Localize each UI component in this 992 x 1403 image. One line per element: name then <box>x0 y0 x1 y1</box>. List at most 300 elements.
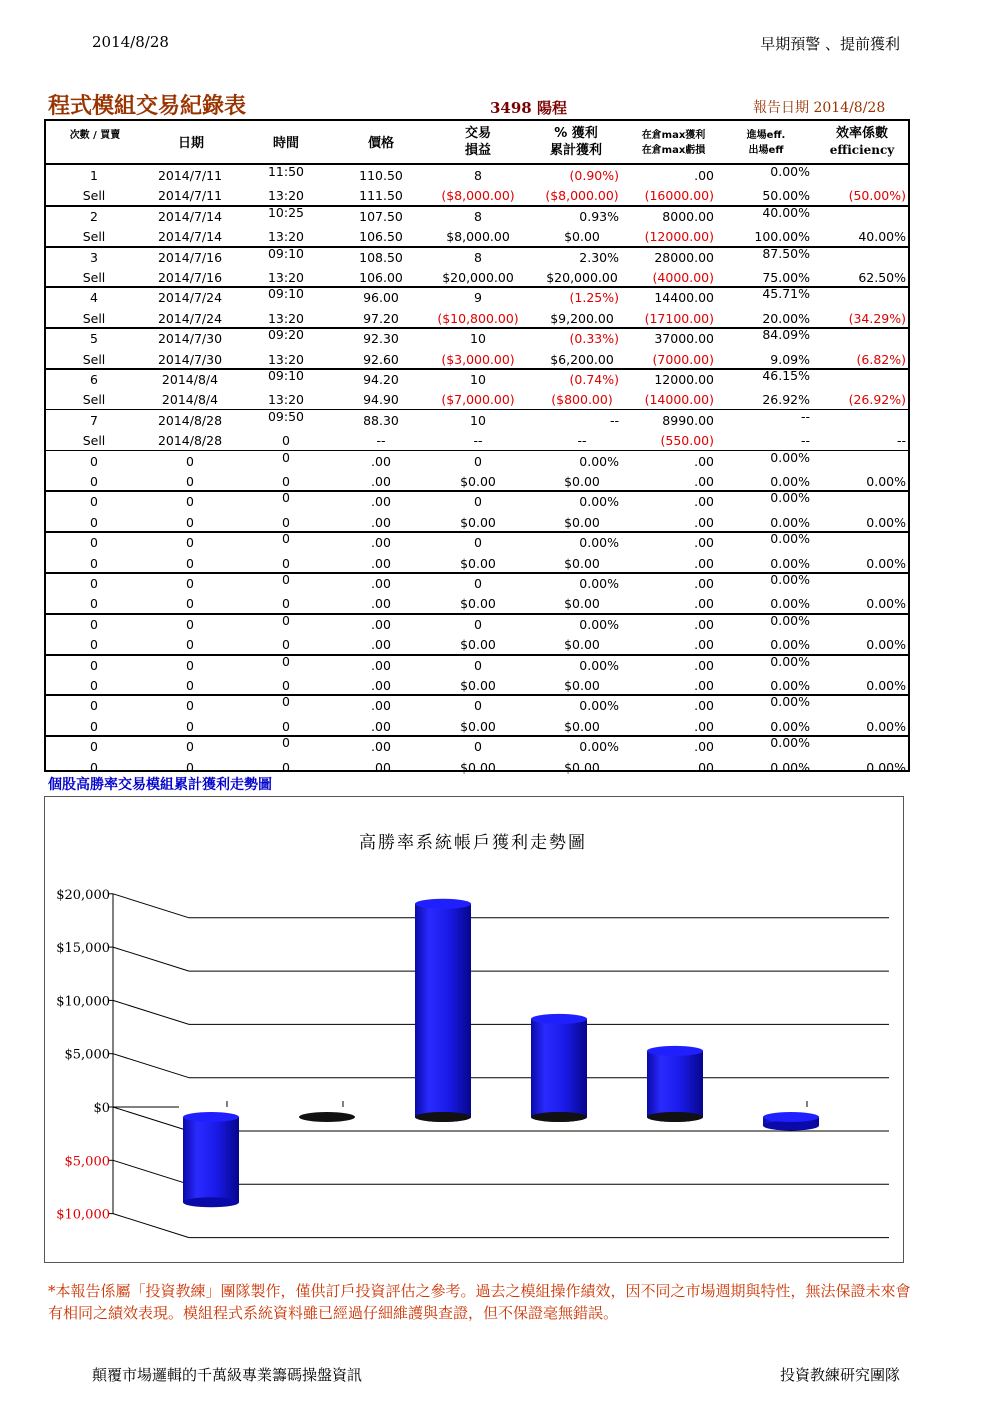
cell-time: 0 <box>282 637 290 653</box>
cell-date: 2014/7/24 <box>157 310 223 326</box>
cell-date: 0 <box>186 718 194 734</box>
cell-time: 09:10 <box>267 286 305 302</box>
cell-time: 13:20 <box>267 351 305 367</box>
cell-time: 0 <box>282 735 290 751</box>
table-row <box>46 308 908 328</box>
cell-no: Sell <box>82 270 106 285</box>
cell-pct-profit: (0.74%) <box>569 372 619 387</box>
cell-max-pl: 12000.00 <box>654 372 714 387</box>
cell-max-pl: .00 <box>694 759 714 775</box>
cell-eff: 87.50% <box>762 245 810 261</box>
cell-max-pl: (550.00) <box>660 433 714 449</box>
cell-price: -- <box>376 433 386 449</box>
cell-time: 0 <box>282 653 290 669</box>
chart-bars <box>183 899 819 1207</box>
cell-trade-pl: $0.00 <box>460 514 496 530</box>
cell-pct-profit: $0.00 <box>564 474 600 489</box>
cell-time: 0 <box>282 474 290 489</box>
cell-pct-profit: 0.00% <box>579 616 619 632</box>
cell-max-pl: 8990.00 <box>662 412 714 428</box>
cell-pct-profit: $6,200.00 <box>550 351 614 367</box>
cell-trade-pl: 0 <box>474 453 482 469</box>
cell-eff: 0.00% <box>770 596 810 612</box>
cell-price: 106.50 <box>359 229 403 245</box>
table-row <box>46 634 908 654</box>
cell-price: .00 <box>371 678 391 693</box>
cell-efficiency: 40.00% <box>858 229 906 245</box>
cell-date: 2014/7/16 <box>157 249 223 265</box>
cell-eff: 0.00% <box>770 164 810 179</box>
table-row <box>46 532 908 552</box>
table-row <box>46 369 908 389</box>
cell-max-pl: .00 <box>694 168 714 183</box>
cell-max-pl: 37000.00 <box>654 331 714 347</box>
cell-efficiency: (6.82%) <box>856 351 906 367</box>
cell-no: 0 <box>90 514 98 530</box>
cell-no: Sell <box>82 310 106 326</box>
cell-trade-pl: 10 <box>470 372 486 387</box>
cell-no: 3 <box>90 249 98 265</box>
table-row <box>46 695 908 715</box>
cell-eff: 0.00% <box>770 718 810 734</box>
cell-eff: -- <box>800 433 810 449</box>
footer-right: 投資教練研究團隊 <box>779 1366 900 1384</box>
header-efficiency-line2: efficiency <box>829 143 895 157</box>
y-tick-label: $10,000 <box>56 994 110 1010</box>
cell-price: .00 <box>371 637 391 653</box>
cell-time: 13:20 <box>267 392 305 408</box>
cell-trade-pl: 0 <box>474 657 482 673</box>
header-eff <box>734 128 798 158</box>
cell-price: 110.50 <box>359 168 403 183</box>
cell-time: 10:25 <box>267 204 305 220</box>
disclaimer: *本報告係屬「投資教練」團隊製作，僅供訂戶投資評估之參考。過去之模組操作績效，因不同之市場週期與特性，無法保證未來會有相同之績效表現。模組程式系統資料雖已經過仔細維護與查證，但不保證毫無錯誤。 <box>48 1282 911 1322</box>
cell-max-pl: (16000.00) <box>644 188 714 204</box>
cell-eff: 75.00% <box>762 270 810 285</box>
cell-pct-profit: (1.25%) <box>569 290 619 306</box>
cell-no: Sell <box>82 351 106 367</box>
cell-date: 0 <box>186 698 194 714</box>
cell-date: 0 <box>186 494 194 510</box>
cell-price: 108.50 <box>359 249 403 265</box>
cell-max-pl: .00 <box>694 698 714 714</box>
cell-no: 6 <box>90 372 98 387</box>
cell-trade-pl: $0.00 <box>460 678 496 693</box>
cell-efficiency: (34.29%) <box>848 310 906 326</box>
cell-date: 2014/7/30 <box>157 351 223 367</box>
cell-max-pl: .00 <box>694 616 714 632</box>
gridline-diagonal <box>113 947 189 971</box>
header-pct-line2: 累計獲利 <box>549 143 602 158</box>
cell-eff: 46.15% <box>762 368 810 383</box>
bar-top-cap <box>415 899 471 909</box>
chart-caption: 個股高勝率交易模組累計獲利走勢圖 <box>48 777 272 793</box>
cell-efficiency: (26.92%) <box>848 392 906 408</box>
cell-eff: 20.00% <box>762 310 810 326</box>
cell-time: 13:20 <box>267 229 305 245</box>
profit-chart <box>45 797 903 1262</box>
cell-trade-pl: $0.00 <box>460 718 496 734</box>
cell-trade-pl: 10 <box>470 331 486 347</box>
bar-top-cap <box>647 1046 703 1056</box>
cell-efficiency: 0.00% <box>866 596 906 612</box>
cell-date: 2014/7/11 <box>157 188 223 204</box>
page-title: 程式模組交易紀錄表 <box>48 93 247 119</box>
cell-trade-pl: 9 <box>474 290 482 306</box>
cell-eff: 26.92% <box>762 392 810 408</box>
header-date-col: 日期 <box>177 136 204 151</box>
cell-pct-profit: ($800.00) <box>551 392 613 408</box>
cell-efficiency: 0.00% <box>866 678 906 693</box>
cell-max-pl: 28000.00 <box>654 249 714 265</box>
table-row <box>46 430 908 450</box>
cell-trade-pl: 0 <box>474 576 482 591</box>
cell-eff: 50.00% <box>762 188 810 204</box>
cell-time: 09:10 <box>267 368 305 383</box>
cell-trade-pl: $0.00 <box>460 596 496 612</box>
cell-efficiency: -- <box>896 433 906 449</box>
cell-trade-pl: 10 <box>470 412 486 428</box>
cell-no: 0 <box>90 657 98 673</box>
cell-pct-profit: 0.00% <box>579 535 619 551</box>
header-max-line1: 在倉max獲利 <box>641 130 706 141</box>
cell-time: 0 <box>282 531 290 547</box>
bar-2 <box>299 1112 355 1122</box>
table-row <box>46 185 908 205</box>
cell-no: 1 <box>90 168 98 183</box>
cell-max-pl: (12000.00) <box>644 229 714 245</box>
cell-time: 0 <box>282 555 290 571</box>
header-eff-line1: 進場eff. <box>746 130 786 141</box>
cell-no: 0 <box>90 474 98 489</box>
cell-price: 94.20 <box>363 372 399 387</box>
cell-time: 0 <box>282 490 290 506</box>
cell-max-pl: .00 <box>694 739 714 755</box>
cell-trade-pl: $0.00 <box>460 555 496 571</box>
cell-max-pl: .00 <box>694 718 714 734</box>
cell-pct-profit: -- <box>609 412 619 428</box>
table-row <box>46 675 908 695</box>
cell-date: 0 <box>186 474 194 489</box>
cell-no: Sell <box>82 392 106 408</box>
cell-time: 0 <box>282 718 290 734</box>
cell-no: 4 <box>90 290 98 306</box>
bar-top-cap <box>531 1014 587 1024</box>
table-row <box>46 471 908 491</box>
cell-price: .00 <box>371 514 391 530</box>
cell-no: 0 <box>90 535 98 551</box>
header-pct <box>531 125 621 159</box>
cell-date: 2014/8/4 <box>161 372 219 387</box>
cell-no: Sell <box>82 433 106 449</box>
cell-price: .00 <box>371 616 391 632</box>
cell-date: 0 <box>186 453 194 469</box>
cell-date: 2014/7/30 <box>157 331 223 347</box>
cell-time: 13:20 <box>267 188 305 204</box>
y-tick-label: $10,000 <box>56 1207 110 1223</box>
cell-max-pl: .00 <box>694 514 714 530</box>
cell-no: Sell <box>82 188 106 204</box>
cell-time: 13:20 <box>267 310 305 326</box>
trade-table <box>44 119 910 775</box>
cell-price: .00 <box>371 596 391 612</box>
cell-trade-pl: 8 <box>474 168 482 183</box>
cell-price: .00 <box>371 555 391 571</box>
cell-pct-profit: 0.00% <box>579 494 619 510</box>
cell-time: 0 <box>282 678 290 693</box>
cell-max-pl: .00 <box>694 596 714 612</box>
cell-time: 0 <box>282 433 290 449</box>
cell-price: 97.20 <box>363 310 399 326</box>
cell-price: .00 <box>371 739 391 755</box>
cell-eff: 0.00% <box>770 694 810 710</box>
cell-eff: 0.00% <box>770 759 810 775</box>
cell-date: 0 <box>186 616 194 632</box>
cell-date: 0 <box>186 555 194 571</box>
cell-efficiency: 0.00% <box>866 555 906 571</box>
cell-time: 09:10 <box>267 245 305 261</box>
cell-price: .00 <box>371 698 391 714</box>
cell-trade-pl: 8 <box>474 249 482 265</box>
header-efficiency <box>818 125 906 159</box>
cell-eff: 0.00% <box>770 612 810 628</box>
bar-body <box>647 1051 703 1117</box>
cell-eff: 0.00% <box>770 531 810 547</box>
cell-no: 0 <box>90 678 98 693</box>
table-row <box>46 267 908 287</box>
cell-eff: -- <box>800 408 810 424</box>
cell-price: 92.60 <box>363 351 399 367</box>
y-tick-label: $5,000 <box>64 1154 110 1170</box>
cell-efficiency: 0.00% <box>866 718 906 734</box>
cell-trade-pl: 0 <box>474 494 482 510</box>
cell-pct-profit: 0.00% <box>579 453 619 469</box>
header-pct-line1: % 獲利 <box>554 126 598 141</box>
table-row <box>46 349 908 369</box>
chart-grid <box>56 888 889 1238</box>
bar-1 <box>183 1112 239 1207</box>
cell-price: .00 <box>371 494 391 510</box>
cell-price: .00 <box>371 535 391 551</box>
cell-time: 0 <box>282 449 290 465</box>
bar-top-cap <box>183 1112 239 1122</box>
chart-container <box>44 796 904 1263</box>
cell-pct-profit: 0.00% <box>579 739 619 755</box>
table-row <box>46 247 908 267</box>
bar-body <box>531 1019 587 1117</box>
cell-pct-profit: $0.00 <box>564 759 600 775</box>
header-price: 價格 <box>367 136 394 151</box>
bar-6 <box>763 1112 819 1131</box>
cell-date: 0 <box>186 535 194 551</box>
cell-date: 2014/7/14 <box>157 229 223 245</box>
cell-no: 0 <box>90 494 98 510</box>
cell-pct-profit: 2.30% <box>579 249 619 265</box>
table-row <box>46 716 908 736</box>
bar-4 <box>531 1014 587 1122</box>
cell-date: 0 <box>186 759 194 775</box>
cell-price: 107.50 <box>359 208 403 224</box>
header-time: 時間 <box>272 136 299 151</box>
cell-price: .00 <box>371 453 391 469</box>
cell-no: 0 <box>90 555 98 571</box>
cell-max-pl: (14000.00) <box>644 392 714 408</box>
cell-no: 0 <box>90 453 98 469</box>
cell-price: .00 <box>371 718 391 734</box>
cell-trade-pl: $8,000.00 <box>446 229 510 245</box>
y-tick-label: $15,000 <box>56 941 110 957</box>
cell-no: 0 <box>90 576 98 591</box>
cell-eff: 40.00% <box>762 204 810 220</box>
cell-trade-pl: $20,000.00 <box>442 270 514 285</box>
header-date: 2014/8/28 <box>92 33 169 51</box>
cell-time: 0 <box>282 514 290 530</box>
cell-max-pl: .00 <box>694 555 714 571</box>
header-no: 次數 / 買賣 <box>69 130 121 141</box>
table-row <box>46 614 908 634</box>
cell-trade-pl: 0 <box>474 616 482 632</box>
gridline-diagonal <box>113 1214 189 1238</box>
cell-no: 0 <box>90 637 98 653</box>
cell-trade-pl: ($10,800.00) <box>437 310 519 326</box>
cell-trade-pl: -- <box>473 433 483 449</box>
cell-eff: 0.00% <box>770 637 810 653</box>
cell-eff: 84.09% <box>762 327 810 343</box>
cell-date: 0 <box>186 739 194 755</box>
gridline-diagonal <box>113 1054 189 1078</box>
cell-pct-profit: 0.00% <box>579 657 619 673</box>
cell-trade-pl: 0 <box>474 698 482 714</box>
cell-trade-pl: $0.00 <box>460 637 496 653</box>
header-max <box>631 128 716 158</box>
cell-max-pl: .00 <box>694 453 714 469</box>
cell-date: 2014/7/14 <box>157 208 223 224</box>
cell-eff: 0.00% <box>770 449 810 465</box>
cell-pct-profit: -- <box>577 433 587 449</box>
table-row <box>46 512 908 532</box>
cell-no: 0 <box>90 616 98 632</box>
cell-trade-pl: ($3,000.00) <box>441 351 515 367</box>
table-row <box>46 328 908 348</box>
cell-date: 2014/7/11 <box>157 168 223 183</box>
table-row <box>46 206 908 226</box>
cell-no: 0 <box>90 739 98 755</box>
cell-pct-profit: $0.00 <box>564 514 600 530</box>
cell-max-pl: .00 <box>694 494 714 510</box>
cell-pct-profit: ($8,000.00) <box>545 188 619 204</box>
table-row <box>46 491 908 511</box>
table-row <box>46 593 908 613</box>
cell-efficiency: 0.00% <box>866 759 906 775</box>
cell-efficiency: 0.00% <box>866 514 906 530</box>
bar-3 <box>415 899 471 1122</box>
y-tick-label: $20,000 <box>56 887 110 903</box>
cell-max-pl: .00 <box>694 474 714 489</box>
cell-no: 0 <box>90 698 98 714</box>
cell-date: 0 <box>186 596 194 612</box>
report-date: 報告日期 2014/8/28 <box>753 100 886 116</box>
cell-price: 96.00 <box>363 290 399 306</box>
cell-trade-pl: ($7,000.00) <box>441 392 515 408</box>
cell-max-pl: .00 <box>694 637 714 653</box>
bar-base-shadow <box>415 1112 471 1122</box>
table-row <box>46 573 908 593</box>
cell-price: 92.30 <box>363 331 399 347</box>
cell-date: 2014/7/24 <box>157 290 223 306</box>
cell-time: 09:50 <box>267 408 305 424</box>
cell-eff: 0.00% <box>770 514 810 530</box>
gridline-diagonal <box>113 894 189 918</box>
table-row <box>46 287 908 307</box>
footer-left: 顛覆市場邏輯的千萬級專業籌碼操盤資訊 <box>92 1366 363 1384</box>
cell-trade-pl: $0.00 <box>460 474 496 489</box>
cell-date: 0 <box>186 514 194 530</box>
bar-top-cap <box>763 1112 819 1122</box>
cell-price: .00 <box>371 576 391 591</box>
cell-date: 0 <box>186 657 194 673</box>
cell-time: 0 <box>282 759 290 775</box>
cell-time: 0 <box>282 596 290 612</box>
cell-date: 0 <box>186 637 194 653</box>
cell-pct-profit: $20,000.00 <box>546 270 618 285</box>
bar-body <box>415 904 471 1117</box>
cell-no: 0 <box>90 596 98 612</box>
bar-base-shadow <box>531 1112 587 1122</box>
cell-price: 94.90 <box>363 392 399 408</box>
table-row <box>46 451 908 471</box>
cell-pct-profit: $9,200.00 <box>550 310 614 326</box>
gridline-diagonal <box>113 1000 189 1024</box>
cell-time: 0 <box>282 612 290 628</box>
cell-time: 0 <box>282 694 290 710</box>
cell-date: 0 <box>186 576 194 591</box>
cell-date: 2014/7/16 <box>157 270 223 285</box>
bar-5 <box>647 1046 703 1122</box>
cell-eff: 0.00% <box>770 490 810 506</box>
cell-eff: 100.00% <box>754 229 810 245</box>
cell-no: 0 <box>90 718 98 734</box>
cell-eff: 0.00% <box>770 572 810 587</box>
cell-max-pl: .00 <box>694 657 714 673</box>
cell-time: 13:20 <box>267 270 305 285</box>
cell-trade-pl: 0 <box>474 739 482 755</box>
y-tick-label: $0 <box>93 1101 110 1116</box>
table-row <box>46 655 908 675</box>
table-row <box>46 389 908 409</box>
gridline-diagonal <box>113 1107 189 1131</box>
cell-date: 2014/8/4 <box>161 392 219 408</box>
cell-efficiency: (50.00%) <box>848 188 906 204</box>
cell-pct-profit: (0.33%) <box>569 331 619 347</box>
cell-trade-pl: 8 <box>474 208 482 224</box>
cell-eff: 0.00% <box>770 555 810 571</box>
cell-pct-profit: $0.00 <box>564 637 600 653</box>
cell-price: .00 <box>371 759 391 775</box>
cell-pct-profit: 0.00% <box>579 576 619 591</box>
cell-pct-profit: $0.00 <box>564 718 600 734</box>
cell-date: 0 <box>186 678 194 693</box>
cell-eff: 0.00% <box>770 474 810 489</box>
cell-price: .00 <box>371 474 391 489</box>
cell-max-pl: .00 <box>694 576 714 591</box>
cell-pct-profit: $0.00 <box>564 555 600 571</box>
header-max-line2: 在倉max虧損 <box>641 145 706 156</box>
y-tick-label: $5,000 <box>64 1047 110 1063</box>
cell-pct-profit: $0.00 <box>564 229 600 245</box>
cell-max-pl: (17100.00) <box>644 310 714 326</box>
cell-pct-profit: $0.00 <box>564 596 600 612</box>
cell-efficiency: 0.00% <box>866 474 906 489</box>
